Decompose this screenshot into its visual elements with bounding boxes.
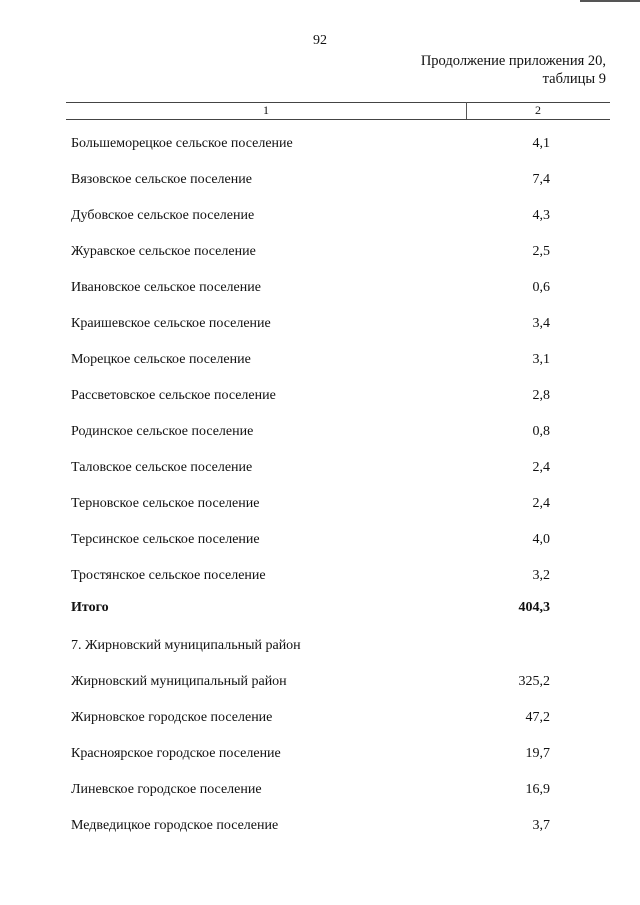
table-header: [66, 100, 610, 120]
table-row: [0, 558, 640, 594]
row-name: Линевское городское поселение: [71, 782, 262, 797]
row-name: Терновское сельское поселение: [71, 496, 260, 511]
row-value: 0,8: [532, 424, 550, 439]
table-row: [0, 772, 640, 808]
row-name: Большеморецкое сельское поселение: [71, 136, 293, 151]
row-name: Морецкое сельское поселение: [71, 352, 251, 367]
page-number: 92: [313, 33, 327, 48]
row-value: 4,1: [532, 136, 550, 151]
header-col-1: 1: [263, 103, 269, 117]
table-row: [0, 198, 640, 234]
row-value: 47,2: [525, 710, 550, 725]
header-bottom-rule: [66, 119, 610, 120]
table-row: [0, 808, 640, 844]
row-name: Рассветовское сельское поселение: [71, 388, 276, 403]
row-name: Родинское сельское поселение: [71, 424, 254, 439]
total-label: Итого: [71, 600, 109, 615]
row-value: 4,0: [532, 532, 550, 547]
row-name: Ивановское сельское поселение: [71, 280, 261, 295]
row-name: Тростянское сельское поселение: [71, 568, 266, 583]
table-row: [0, 162, 640, 198]
row-name: Красноярское городское поселение: [71, 746, 281, 761]
appendix-line-2: таблицы 9: [542, 71, 606, 87]
header-col-2: 2: [535, 103, 541, 117]
row-name: Дубовское сельское поселение: [71, 208, 255, 223]
table-row: [0, 664, 640, 700]
row-name: Вязовское сельское поселение: [71, 172, 252, 187]
table-body: [0, 126, 640, 844]
table-row: [0, 306, 640, 342]
row-name: Жирновский муниципальный район: [71, 674, 287, 689]
row-name: Жирновское городское поселение: [71, 710, 273, 725]
table-row: [0, 234, 640, 270]
scan-corner-mark: [580, 0, 640, 2]
table-row: [0, 700, 640, 736]
row-name: Журавское сельское поселение: [71, 244, 256, 259]
row-value: 4,3: [532, 208, 550, 223]
row-value: 2,5: [532, 244, 550, 259]
row-value: 2,4: [532, 496, 550, 511]
appendix-reference: [421, 52, 606, 88]
row-value: 3,7: [532, 818, 550, 833]
table-row: [0, 486, 640, 522]
appendix-line-1: Продолжение приложения 20,: [420, 53, 606, 69]
row-name: Терсинское сельское поселение: [71, 532, 260, 547]
table-row: [0, 450, 640, 486]
row-name: Краишевское сельское поселение: [71, 316, 271, 331]
row-value: 325,2: [518, 674, 550, 689]
row-value: 0,6: [532, 280, 550, 295]
row-value: 19,7: [525, 746, 550, 761]
row-value: 3,2: [532, 568, 550, 583]
section-heading-row: [0, 628, 640, 664]
table-row: [0, 736, 640, 772]
total-value: 404,3: [518, 600, 550, 615]
total-row: [0, 594, 640, 628]
section-heading: 7. Жирновский муниципальный район: [71, 638, 301, 653]
row-value: 2,4: [532, 460, 550, 475]
row-name: Таловское сельское поселение: [71, 460, 253, 475]
row-value: 7,4: [532, 172, 550, 187]
table-row: [0, 378, 640, 414]
row-value: 3,4: [532, 316, 550, 331]
table-row: [0, 414, 640, 450]
row-value: 16,9: [525, 782, 550, 797]
row-name: Медведицкое городское поселение: [71, 818, 279, 833]
row-value: 2,8: [532, 388, 550, 403]
table-row: [0, 270, 640, 306]
table-row: [0, 342, 640, 378]
table-row: [0, 522, 640, 558]
row-value: 3,1: [532, 352, 550, 367]
table-row: [0, 126, 640, 162]
